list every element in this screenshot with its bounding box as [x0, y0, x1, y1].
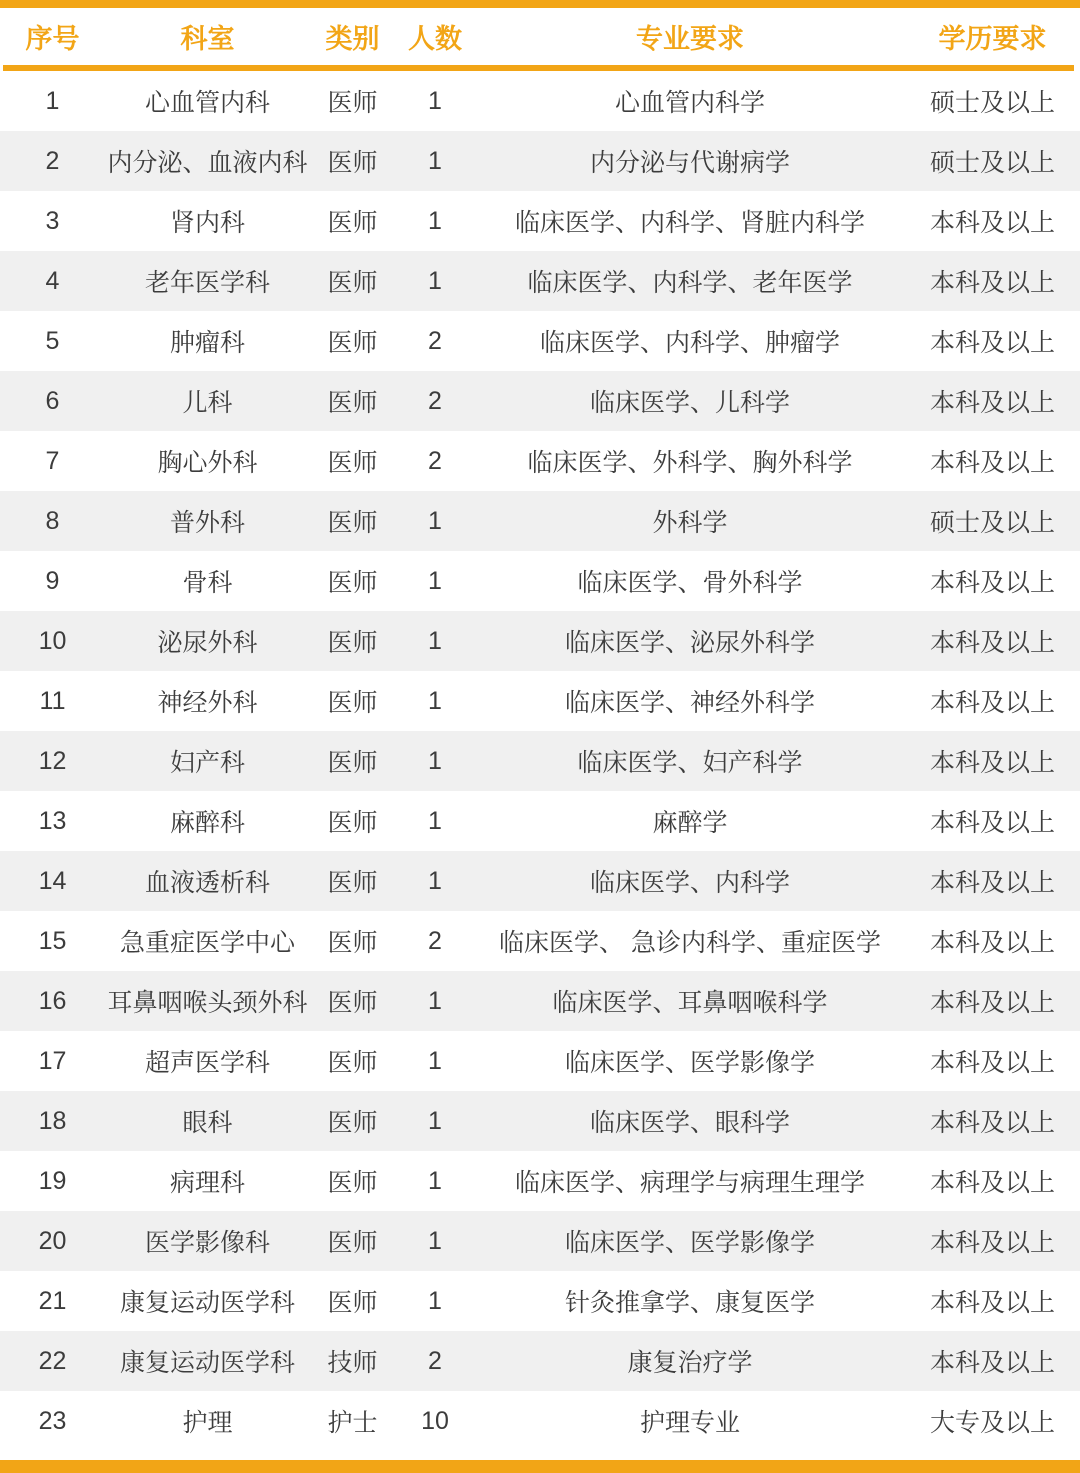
table-row — [0, 1031, 1080, 1091]
cell-no: 3 — [45, 206, 60, 235]
table-row — [0, 911, 1080, 971]
cell-count: 1 — [428, 1166, 442, 1195]
cell-dept: 神经外科 — [157, 689, 258, 717]
table-row — [0, 131, 1080, 191]
cell-category: 医师 — [327, 269, 378, 297]
table-row — [0, 851, 1080, 911]
cell-count: 1 — [428, 866, 442, 895]
cell-category: 技师 — [327, 1349, 378, 1377]
cell-count: 2 — [428, 326, 442, 355]
cell-major: 临床医学、耳鼻咽喉科学 — [552, 989, 828, 1017]
cell-count: 1 — [428, 626, 442, 655]
cell-count: 2 — [428, 926, 442, 955]
cell-category: 医师 — [327, 449, 378, 477]
cell-major: 护理专业 — [639, 1409, 740, 1437]
cell-dept: 心血管内科 — [144, 89, 270, 117]
cell-education: 本科及以上 — [929, 389, 1055, 417]
cell-education: 本科及以上 — [929, 269, 1055, 297]
cell-count: 1 — [428, 1106, 442, 1135]
cell-count: 1 — [428, 1226, 442, 1255]
cell-major: 临床医学、内科学 — [589, 869, 790, 897]
cell-major: 临床医学、内科学、老年医学 — [527, 269, 853, 297]
cell-major: 外科学 — [652, 509, 728, 537]
cell-count: 1 — [428, 746, 442, 775]
cell-category: 医师 — [327, 389, 378, 417]
cell-category: 医师 — [327, 1229, 378, 1257]
table-row — [0, 1271, 1080, 1331]
cell-count: 1 — [428, 86, 442, 115]
cell-major: 临床医学、医学影像学 — [564, 1049, 815, 1077]
cell-no: 1 — [45, 86, 60, 115]
cell-education: 本科及以上 — [929, 1289, 1055, 1317]
cell-no: 15 — [38, 926, 67, 955]
cell-major: 心血管内科学 — [614, 89, 765, 117]
cell-dept: 护理 — [182, 1409, 233, 1437]
cell-category: 医师 — [327, 929, 378, 957]
cell-dept: 儿科 — [182, 389, 233, 417]
cell-category: 医师 — [327, 569, 378, 597]
cell-education: 本科及以上 — [929, 1109, 1055, 1137]
cell-no: 16 — [38, 986, 67, 1015]
cell-major: 临床医学、妇产科学 — [577, 749, 803, 777]
cell-major: 临床医学、神经外科学 — [564, 689, 815, 717]
cell-category: 医师 — [327, 689, 378, 717]
bottom-accent-bar — [0, 1460, 1080, 1473]
cell-major: 临床医学、儿科学 — [589, 389, 790, 417]
column-header-count: 人数 — [408, 24, 462, 54]
cell-no: 19 — [38, 1166, 67, 1195]
cell-major: 临床医学、医学影像学 — [564, 1229, 815, 1257]
table-row — [0, 611, 1080, 671]
cell-education: 本科及以上 — [929, 1349, 1055, 1377]
cell-dept: 妇产科 — [169, 749, 245, 777]
table-row — [0, 251, 1080, 311]
cell-category: 医师 — [327, 1049, 378, 1077]
cell-dept: 普外科 — [169, 509, 245, 537]
cell-education: 硕士及以上 — [929, 149, 1055, 177]
cell-major: 针灸推拿学、康复医学 — [564, 1289, 815, 1317]
cell-dept: 肿瘤科 — [169, 329, 245, 357]
cell-dept: 病理科 — [169, 1169, 245, 1197]
table-row — [0, 791, 1080, 851]
cell-count: 1 — [428, 986, 442, 1015]
cell-dept: 肾内科 — [169, 209, 245, 237]
cell-education: 本科及以上 — [929, 569, 1055, 597]
cell-dept: 康复运动医学科 — [119, 1349, 295, 1377]
table-row — [0, 431, 1080, 491]
cell-no: 12 — [38, 746, 67, 775]
table-header-row — [0, 8, 1080, 65]
cell-category: 医师 — [327, 749, 378, 777]
cell-dept: 眼科 — [182, 1109, 233, 1137]
cell-no: 9 — [45, 566, 60, 595]
cell-count: 2 — [428, 1346, 442, 1375]
table-row — [0, 731, 1080, 791]
cell-category: 医师 — [327, 329, 378, 357]
cell-dept: 康复运动医学科 — [119, 1289, 295, 1317]
cell-education: 本科及以上 — [929, 989, 1055, 1017]
cell-no: 5 — [45, 326, 60, 355]
table-row — [0, 1151, 1080, 1211]
cell-category: 医师 — [327, 809, 378, 837]
cell-major: 临床医学、病理学与病理生理学 — [514, 1169, 865, 1197]
table-row — [0, 1331, 1080, 1391]
table-row — [0, 1211, 1080, 1271]
cell-no: 2 — [45, 146, 60, 175]
cell-no: 11 — [39, 686, 66, 715]
cell-dept: 麻醉科 — [169, 809, 245, 837]
column-header-no: 序号 — [25, 24, 80, 54]
table-row — [0, 371, 1080, 431]
cell-count: 1 — [428, 566, 442, 595]
cell-dept: 胸心外科 — [157, 449, 258, 477]
table-row — [0, 191, 1080, 251]
cell-major: 临床医学、外科学、胸外科学 — [527, 449, 853, 477]
cell-dept: 内分泌、血液内科 — [107, 149, 308, 177]
cell-category: 医师 — [327, 509, 378, 537]
cell-dept: 耳鼻咽喉头颈外科 — [107, 989, 308, 1017]
cell-dept: 超声医学科 — [144, 1049, 270, 1077]
column-header-dept: 科室 — [180, 24, 235, 54]
cell-education: 本科及以上 — [929, 809, 1055, 837]
cell-major: 临床医学、内科学、肾脏内科学 — [514, 209, 865, 237]
cell-no: 23 — [38, 1406, 67, 1435]
cell-no: 21 — [38, 1286, 67, 1315]
cell-education: 本科及以上 — [929, 209, 1055, 237]
cell-major: 麻醉学 — [652, 809, 728, 837]
table-row — [0, 671, 1080, 731]
cell-count: 1 — [428, 206, 442, 235]
cell-education: 本科及以上 — [929, 449, 1055, 477]
table-row — [0, 1391, 1080, 1451]
cell-category: 医师 — [327, 1169, 378, 1197]
table-body — [0, 71, 1080, 1451]
table-row — [0, 491, 1080, 551]
cell-count: 10 — [421, 1406, 449, 1435]
cell-category: 医师 — [327, 989, 378, 1017]
cell-major: 临床医学、 急诊内科学、重症医学 — [499, 929, 881, 957]
column-header-category: 类别 — [325, 24, 380, 54]
cell-education: 本科及以上 — [929, 689, 1055, 717]
cell-category: 医师 — [327, 629, 378, 657]
cell-count: 1 — [428, 1286, 442, 1315]
cell-dept: 老年医学科 — [144, 269, 270, 297]
cell-education: 硕士及以上 — [929, 89, 1055, 117]
cell-dept: 泌尿外科 — [157, 629, 258, 657]
cell-education: 本科及以上 — [929, 629, 1055, 657]
cell-major: 临床医学、骨外科学 — [577, 569, 803, 597]
cell-dept: 急重症医学中心 — [119, 929, 295, 957]
spacer — [0, 1451, 1080, 1460]
cell-dept: 血液透析科 — [144, 869, 270, 897]
cell-education: 硕士及以上 — [929, 509, 1055, 537]
cell-category: 医师 — [327, 869, 378, 897]
cell-education: 本科及以上 — [929, 749, 1055, 777]
table-row — [0, 71, 1080, 131]
cell-category: 医师 — [327, 209, 378, 237]
cell-no: 6 — [45, 386, 60, 415]
cell-education: 本科及以上 — [929, 869, 1055, 897]
cell-no: 8 — [45, 506, 60, 535]
cell-dept: 医学影像科 — [144, 1229, 270, 1257]
table-row — [0, 971, 1080, 1031]
table-row — [0, 311, 1080, 371]
cell-no: 7 — [45, 446, 60, 475]
cell-count: 1 — [428, 1046, 442, 1075]
cell-education: 大专及以上 — [929, 1409, 1055, 1437]
cell-education: 本科及以上 — [929, 1169, 1055, 1197]
table-row — [0, 551, 1080, 611]
cell-education: 本科及以上 — [929, 1229, 1055, 1257]
cell-no: 22 — [38, 1346, 67, 1375]
cell-count: 2 — [428, 446, 442, 475]
cell-education: 本科及以上 — [929, 1049, 1055, 1077]
cell-education: 本科及以上 — [929, 329, 1055, 357]
cell-category: 医师 — [327, 1109, 378, 1137]
cell-major: 临床医学、内科学、肿瘤学 — [539, 329, 840, 357]
cell-count: 2 — [428, 386, 442, 415]
column-header-major: 专业要求 — [636, 24, 744, 54]
cell-no: 13 — [38, 806, 67, 835]
cell-category: 医师 — [327, 149, 378, 177]
cell-count: 1 — [428, 266, 442, 295]
cell-no: 17 — [38, 1046, 67, 1075]
cell-education: 本科及以上 — [929, 929, 1055, 957]
cell-major: 康复治疗学 — [627, 1349, 753, 1377]
table-row — [0, 1091, 1080, 1151]
cell-no: 20 — [38, 1226, 67, 1255]
cell-major: 临床医学、泌尿外科学 — [564, 629, 815, 657]
cell-count: 1 — [428, 146, 442, 175]
cell-no: 4 — [45, 266, 60, 295]
column-header-education: 学历要求 — [938, 24, 1047, 54]
cell-no: 10 — [38, 626, 67, 655]
cell-major: 内分泌与代谢病学 — [589, 149, 790, 177]
cell-category: 护士 — [327, 1409, 378, 1437]
cell-count: 1 — [428, 686, 442, 715]
cell-no: 14 — [38, 866, 67, 895]
cell-count: 1 — [428, 806, 442, 835]
cell-category: 医师 — [327, 1289, 378, 1317]
cell-category: 医师 — [327, 89, 378, 117]
cell-major: 临床医学、眼科学 — [589, 1109, 790, 1137]
cell-dept: 骨科 — [182, 569, 233, 597]
cell-count: 1 — [428, 506, 442, 535]
top-accent-bar — [0, 0, 1080, 8]
cell-no: 18 — [38, 1106, 67, 1135]
